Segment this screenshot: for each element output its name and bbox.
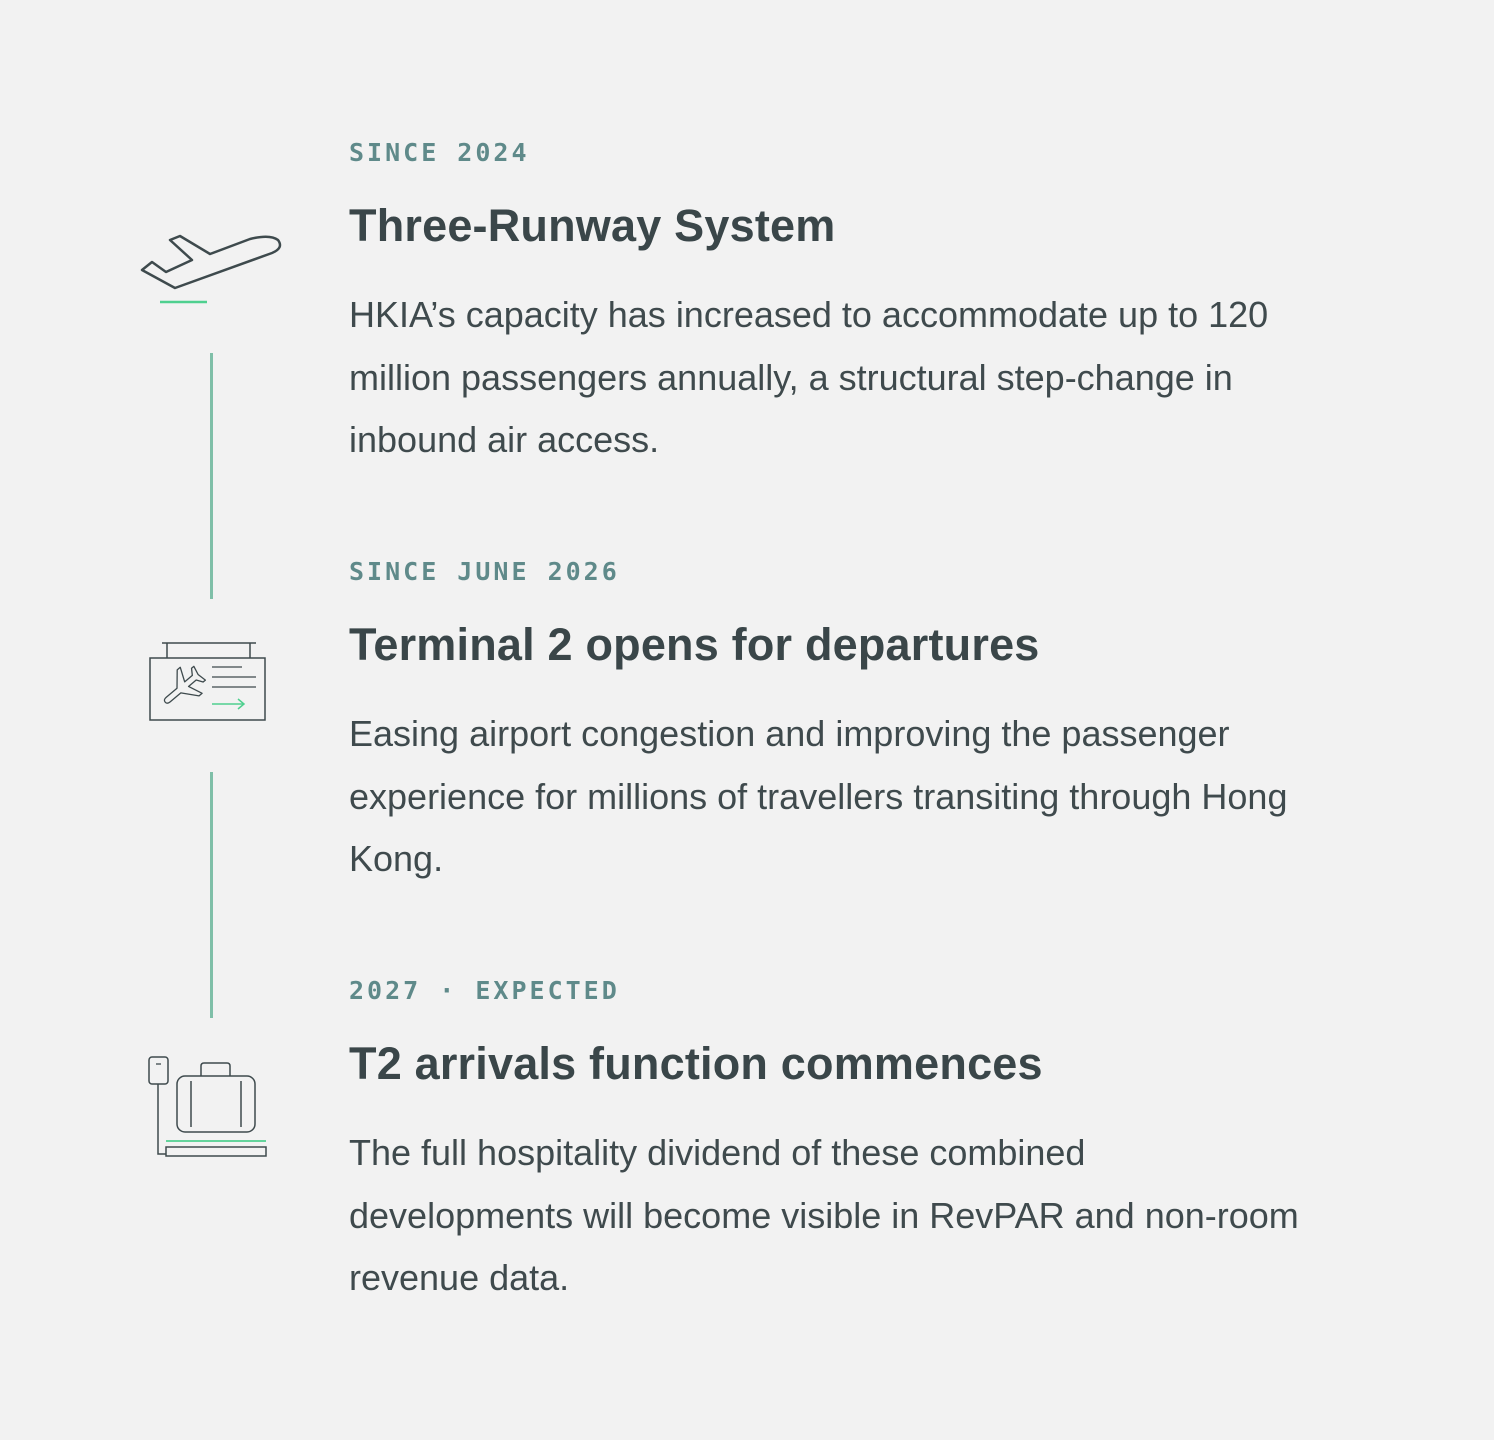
- timeline-connector: [210, 772, 213, 1018]
- event-description: The full hospitality dividend of these combined developments will become visible in RevPAR and non-room revenue data.: [349, 1132, 1299, 1298]
- timeline-connector: [210, 353, 213, 599]
- event-eyebrow: SINCE 2024: [349, 138, 530, 167]
- event-text: [349, 138, 1329, 472]
- event-title: T2 arrivals function commences: [349, 1038, 1043, 1089]
- event-text: [349, 557, 1329, 891]
- event-eyebrow: 2027 · EXPECTED: [349, 976, 620, 1005]
- departures-board-icon: [130, 637, 290, 757]
- baggage-carousel-icon: [130, 1052, 290, 1172]
- event-text: [349, 976, 1329, 1310]
- event-title: Terminal 2 opens for departures: [349, 619, 1040, 670]
- airplane-takeoff-icon: [130, 228, 290, 348]
- event-eyebrow: SINCE JUNE 2026: [349, 557, 620, 586]
- event-title: Three-Runway System: [349, 200, 836, 251]
- event-description: Easing airport congestion and improving the passenger experience for millions of travellers transiting through Hong Kong.: [349, 713, 1288, 879]
- event-description: HKIA’s capacity has increased to accommodate up to 120 million passengers annually, a structural step-change in inbound air access.: [349, 294, 1269, 460]
